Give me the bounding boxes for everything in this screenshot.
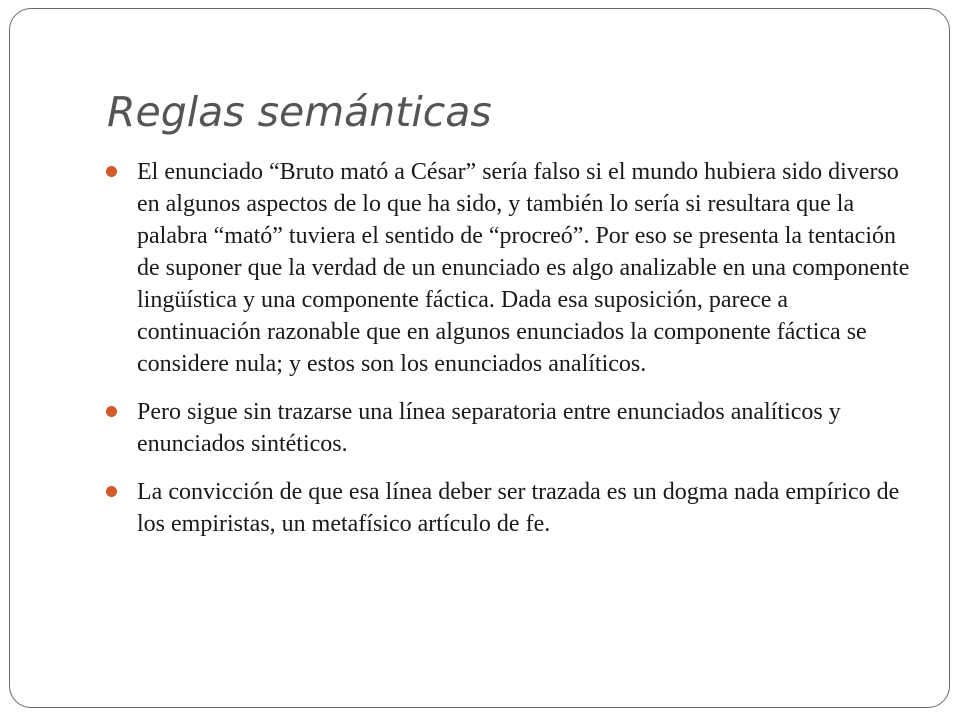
bullet-text: El enunciado “Bruto mató a César” sería falso si el mundo hubiera sido diverso en algunos aspectos de lo que ha sido, y también lo sería si resultara que la palabra “mató” tuviera el sentido de “procreó”. Por eso se presenta la tentación de suponer que la verdad de un enunciado es algo analizable en una componente lingüística y una componente fáctica. Dada esa suposición, parece a continuación razonable que en algunos enunciados la componente fáctica se considere nula; y estos son los enunciados analíticos. xyxy=(137,159,910,377)
bullet-list xyxy=(104,156,914,556)
bullet-dot-icon xyxy=(106,406,117,417)
bullet-dot-icon xyxy=(106,166,117,177)
bullet-text: La convicción de que esa línea deber ser trazada es un dogma nada empírico de los empiristas, un metafísico artículo de fe. xyxy=(137,479,900,537)
bullet-item xyxy=(104,156,914,380)
slide-title: Reglas semánticas xyxy=(107,88,492,136)
bullet-item xyxy=(104,396,914,460)
bullet-dot-icon xyxy=(106,486,117,497)
bullet-item xyxy=(104,476,914,540)
bullet-text: Pero sigue sin trazarse una línea separatoria entre enunciados analíticos y enunciados sintéticos. xyxy=(137,399,841,457)
